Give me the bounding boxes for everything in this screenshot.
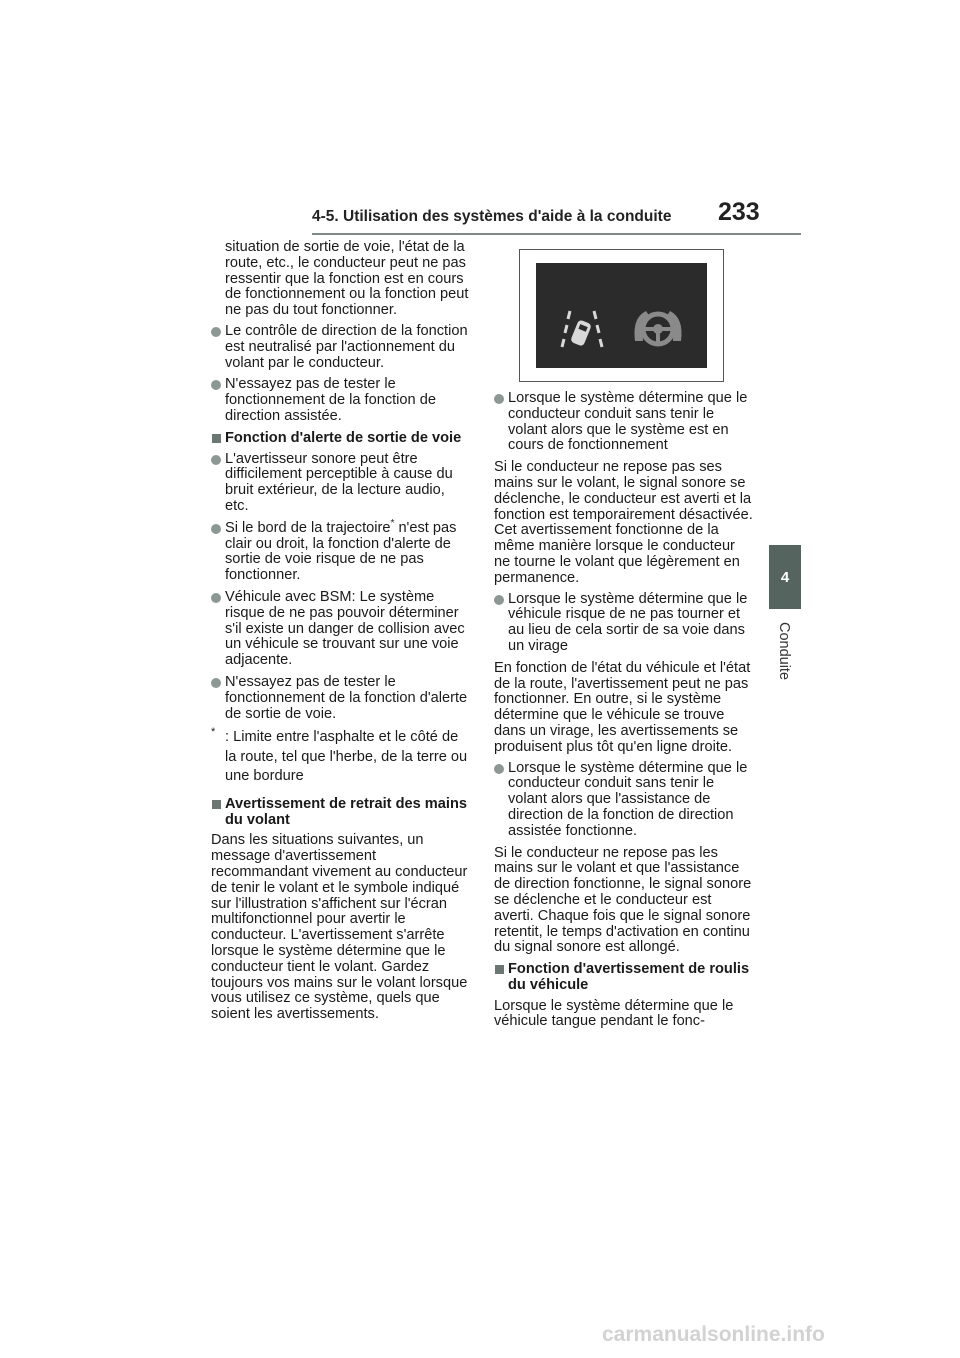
footnote [211, 728, 469, 787]
paragraph: Lorsque le système détermine que le véhicule tangue pendant le fonc- [494, 997, 734, 1030]
paragraph: Si le conducteur ne repose pas les mains sur le volant et que l'assistance de direction fonctionne, le signal sonore se déclenche et le conducteur est averti. Chaque fois que le signal sonore retentit, le temps d'activation en continu du signal sonore est allongé. [494, 844, 752, 956]
bullet-item: N'essayez pas de tester le fonctionnement de la fonction de direction assistée. [211, 377, 469, 424]
hands-off-warning-illustration [519, 249, 724, 382]
footnote-ref[interactable]: * [390, 517, 395, 529]
header-divider [312, 233, 801, 235]
display-screen [536, 263, 707, 368]
section-heading-roll-warning: Fonction d'avertissement de roulis du véhicule [494, 962, 754, 994]
paragraph: En fonction de l'état du véhicule et l'état de la route, l'avertissement peut ne pas fonctionner. En outre, si le système détermine que le véhicule se trouve dans un virage, les avertissements se produisent plus tôt qu'en ligne droite. [494, 659, 751, 755]
page-number: 233 [718, 198, 760, 226]
bullet-item: Le contrôle de direction de la fonction est neutralisé par l'actionnement du volant par le conducteur. [211, 324, 469, 371]
chapter-number: 4 [780, 568, 790, 586]
chapter-tab[interactable] [769, 545, 801, 609]
paragraph-continuation: situation de sortie de voie, l'état de la route, etc., le conducteur peut ne pas ressentir que la fonction est en cours de fonctionnement ou la fonction peut ne pas du tout fonctionner. [225, 239, 469, 319]
paragraph: Si le conducteur ne repose pas ses mains sur le volant, le signal sonore se déclenche, le conducteur est averti et la fonction est temporairement désactivée. Cet avertissement fonctionne de la même manière lorsque le conducteur ne tourne le volant que légèrement en permanence. [494, 459, 753, 586]
lane-assist-icon [562, 311, 602, 347]
footnote-mark: * [211, 726, 216, 739]
paragraph: Dans les situations suivantes, un message d'avertissement recommandant vivement au conducteur de tenir le volant et le symbole indiqué sur l'illustration s'affichent sur l'écran multifonctionnel pour avertir le conducteur. L'avertissement s'arrête lorsque le système détermine que le conducteur tient le volant. Gardez toujours vos mains sur le volant lorsque vous utilisez ce système, quels que soient les avertissements. [211, 832, 468, 1023]
section-heading-hands-off: Avertissement de retrait des mains du volant [211, 797, 469, 829]
bullet-text: n'est pas clair ou droit, la fonction d'alerte de sortie de voie risque de ne pas fonctionner. [225, 519, 457, 584]
section-heading-lane-departure: Fonction d'alerte de sortie de voie [211, 431, 469, 447]
bullet-item-trajectory [211, 517, 469, 584]
right-column [494, 391, 754, 1035]
watermark-link[interactable]: carmanualsonline.info [602, 1323, 825, 1346]
left-column [211, 240, 469, 1028]
footnote-text: : Limite entre l'asphalte et le côté de la route, tel que l'herbe, de la terre ou une bordure [225, 729, 468, 785]
bullet-item: L'avertisseur sonore peut être difficilement perceptible à cause du bruit extérieur, de la lecture audio, etc. [211, 452, 469, 515]
steering-wheel-hands-icon [634, 311, 681, 344]
bullet-item: Lorsque le système détermine que le conducteur conduit sans tenir le volant alors que le système est en cours de fonctionnement [494, 391, 754, 454]
bullet-text: Si le bord de la trajectoire [225, 519, 391, 536]
bullet-item: Véhicule avec BSM: Le système risque de ne pas pouvoir déterminer s'il existe un danger de collision avec un véhicule se trouvant sur une voie adjacente. [211, 590, 469, 669]
chapter-label: Conduite [776, 621, 792, 681]
bullet-item: N'essayez pas de tester le fonctionnement de la fonction d'alerte de sortie de voie. [211, 675, 469, 722]
bullet-item: Lorsque le système détermine que le conducteur conduit sans tenir le volant alors que l'assistance de direction de la fonction de direction assistée fonctionne. [494, 761, 754, 840]
section-title: 4-5. Utilisation des systèmes d'aide à la conduite [312, 208, 672, 225]
bullet-item: Lorsque le système détermine que le véhicule risque de ne pas tourner et au lieu de cela sortir de sa voie dans un virage [494, 592, 754, 655]
